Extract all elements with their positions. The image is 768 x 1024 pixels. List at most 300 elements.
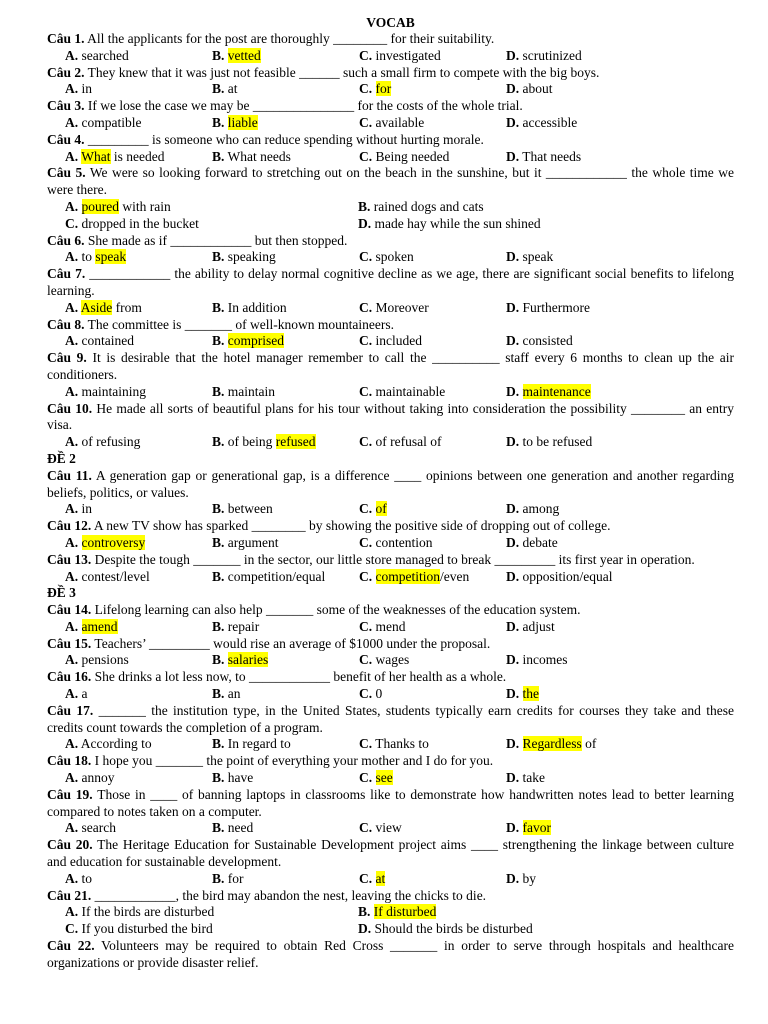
highlighted-answer: Aside	[80, 299, 113, 315]
answer-option[interactable]	[358, 199, 669, 216]
answer-option[interactable]	[212, 81, 359, 98]
option-text: debate	[522, 534, 558, 550]
answer-option[interactable]	[47, 921, 358, 938]
option-letter: B.	[212, 434, 225, 450]
option-letter: D.	[506, 383, 520, 399]
option-text: compatible	[81, 114, 142, 130]
option-text: in	[81, 81, 93, 97]
answer-option[interactable]	[47, 736, 212, 753]
highlighted-answer: the	[522, 686, 539, 702]
option-letter: B.	[212, 383, 225, 399]
answer-option[interactable]	[359, 434, 506, 451]
answer-option[interactable]	[47, 569, 212, 586]
question-stem	[47, 165, 734, 199]
option-text-suffix: /even	[440, 568, 470, 584]
highlighted-answer: What	[81, 148, 111, 164]
answer-option[interactable]	[359, 300, 506, 317]
option-letter: C.	[359, 618, 373, 634]
option-text: That needs	[522, 148, 582, 164]
option-text: accessible	[522, 114, 578, 130]
answer-option[interactable]	[47, 149, 212, 166]
option-letter: B.	[212, 870, 225, 886]
question-number: Câu 15.	[47, 635, 92, 651]
question-number: Câu 8.	[47, 316, 85, 332]
question-stem	[47, 317, 734, 334]
option-text: at	[227, 81, 238, 97]
question-text: I hope you _______ the point of everything your mother and I do for you.	[91, 753, 494, 769]
highlighted-answer: refused	[275, 434, 316, 450]
answer-option[interactable]	[358, 904, 669, 921]
question-number: Câu 17.	[47, 702, 94, 718]
answer-option[interactable]	[47, 115, 212, 132]
answer-option[interactable]	[506, 501, 653, 518]
answer-option[interactable]	[212, 501, 359, 518]
option-letter: D.	[506, 434, 520, 450]
option-letter: C.	[359, 870, 373, 886]
option-text: competition/equal	[227, 568, 326, 584]
option-letter: D.	[506, 870, 520, 886]
option-letter: C.	[359, 820, 373, 836]
answer-option[interactable]	[47, 216, 358, 233]
question-text: All the applicants for the post are thoroughly ________ for their suitability.	[84, 31, 495, 46]
question-text: _________ is someone who can reduce spending without hurting morale.	[84, 131, 484, 147]
question-number: Câu 1.	[47, 31, 85, 46]
section-heading: ĐỀ 3	[47, 585, 76, 601]
option-letter: B.	[212, 534, 225, 550]
answer-option[interactable]	[212, 569, 359, 586]
answer-option[interactable]	[47, 249, 212, 266]
highlighted-answer: favor	[522, 820, 551, 836]
question-stem	[47, 938, 734, 972]
answer-option[interactable]	[47, 871, 212, 888]
section-heading: ĐỀ 2	[47, 450, 76, 466]
option-text-suffix: of	[581, 736, 597, 752]
option-letter: D.	[358, 215, 372, 231]
question-text: It is desirable that the hotel manager remember to call the __________ staff every 6 months to clean up the air conditioners.	[47, 350, 734, 382]
options-row	[47, 81, 734, 98]
option-letter: D.	[506, 568, 520, 584]
option-text: need	[227, 820, 254, 836]
option-letter: C.	[359, 434, 373, 450]
option-text: If the birds are disturbed	[81, 904, 215, 920]
answer-option[interactable]	[506, 652, 653, 669]
options-row	[47, 736, 734, 753]
option-letter: A.	[65, 904, 79, 920]
option-text-suffix: from	[112, 299, 142, 315]
question-text: They knew that it was just not feasible ______ such a small firm to compete with the big boys.	[84, 64, 600, 80]
question-number: Câu 11.	[47, 467, 92, 483]
question-stem	[47, 401, 734, 435]
question-stem	[47, 31, 734, 48]
option-letter: D.	[506, 534, 520, 550]
option-text: Being needed	[375, 148, 450, 164]
options-row	[47, 48, 734, 65]
option-letter: D.	[506, 501, 520, 517]
question-stem	[47, 65, 734, 82]
question-stem	[47, 636, 734, 653]
question-text: She made as if ____________ but then stopped.	[84, 232, 348, 248]
answer-option[interactable]	[212, 149, 359, 166]
option-letter: D.	[506, 652, 520, 668]
answer-option[interactable]	[47, 384, 212, 401]
option-letter: D.	[506, 47, 520, 63]
option-text: speaking	[227, 249, 276, 265]
option-letter: A.	[65, 383, 79, 399]
options-row	[47, 770, 734, 787]
option-letter: C.	[359, 383, 373, 399]
answer-option[interactable]	[47, 333, 212, 350]
option-letter: A.	[65, 770, 79, 786]
answer-option[interactable]	[506, 736, 653, 753]
option-letter: B.	[212, 618, 225, 634]
answer-option[interactable]	[506, 535, 653, 552]
highlighted-answer: vetted	[227, 47, 261, 63]
highlighted-answer: salaries	[227, 652, 269, 668]
answer-option[interactable]	[506, 686, 653, 703]
option-text: take	[522, 770, 545, 786]
question-number: Câu 10.	[47, 400, 93, 416]
option-letter: C.	[359, 652, 373, 668]
option-text: 0	[375, 686, 383, 702]
answer-option[interactable]	[359, 652, 506, 669]
option-text: Should the birds be disturbed	[374, 921, 533, 937]
answer-option[interactable]	[47, 501, 212, 518]
answer-option[interactable]	[359, 333, 506, 350]
question-list	[47, 31, 734, 972]
answer-option[interactable]	[212, 333, 359, 350]
option-letter: C.	[359, 47, 373, 63]
answer-option[interactable]	[506, 300, 653, 317]
options-row	[47, 333, 734, 350]
option-text: to	[81, 249, 96, 265]
question-stem	[47, 518, 734, 535]
answer-option[interactable]	[358, 921, 669, 938]
highlighted-answer: at	[375, 870, 386, 886]
answer-option[interactable]	[506, 619, 653, 636]
option-letter: D.	[506, 820, 520, 836]
option-letter: D.	[506, 333, 520, 349]
options-row	[47, 199, 734, 216]
answer-option[interactable]	[212, 48, 359, 65]
question-number: Câu 21.	[47, 887, 92, 903]
highlighted-answer: poured	[81, 198, 119, 214]
option-text: Moreover	[375, 299, 429, 315]
option-text: contention	[375, 534, 433, 550]
option-text-suffix: is needed	[110, 148, 165, 164]
answer-option[interactable]	[47, 820, 212, 837]
answer-option[interactable]	[47, 652, 212, 669]
option-letter: B.	[358, 198, 371, 214]
option-text: maintaining	[81, 383, 146, 399]
option-text: maintain	[227, 383, 276, 399]
option-letter: B.	[212, 299, 225, 315]
question-number: Câu 20.	[47, 837, 93, 853]
answer-option[interactable]	[359, 384, 506, 401]
option-letter: A.	[65, 501, 79, 517]
option-text: of refusing	[81, 434, 141, 450]
highlighted-answer: controversy	[81, 534, 146, 550]
option-letter: B.	[212, 501, 225, 517]
option-text: made hay while the sun shined	[374, 215, 541, 231]
option-letter: B.	[212, 770, 225, 786]
answer-option[interactable]	[359, 770, 506, 787]
option-letter: B.	[212, 249, 225, 265]
option-letter: C.	[359, 333, 373, 349]
question-text: Those in ____ of banning laptops in classrooms like to demonstrate how handwritten notes lead to better learning compared to notes taken on a computer.	[47, 786, 735, 819]
question-number: Câu 2.	[47, 64, 85, 80]
option-letter: D.	[506, 686, 520, 702]
option-text: scrutinized	[522, 47, 582, 63]
option-text: rained dogs and cats	[373, 198, 484, 214]
option-letter: C.	[359, 148, 373, 164]
question-text: Despite the tough _______ in the sector, our little store managed to break _________ its first year in operation.	[91, 551, 695, 567]
option-letter: C.	[65, 215, 79, 231]
option-text: opposition/equal	[522, 568, 613, 584]
option-text: In regard to	[227, 736, 291, 752]
options-row	[47, 216, 734, 233]
option-letter: C.	[359, 81, 373, 97]
answer-option[interactable]	[506, 48, 653, 65]
option-text: for	[227, 870, 244, 886]
question-text: ____________ the ability to delay normal cognitive decline as we age, there are significant social benefits to lifelong learning.	[47, 266, 734, 298]
answer-option[interactable]	[359, 736, 506, 753]
question-text: If we lose the case we may be _______________ for the costs of the whole trial.	[84, 98, 523, 114]
answer-option[interactable]	[47, 535, 212, 552]
answer-option[interactable]	[359, 686, 506, 703]
option-text: repair	[227, 618, 260, 634]
option-text: spoken	[375, 249, 414, 265]
option-letter: A.	[65, 81, 79, 97]
option-text: contained	[81, 333, 134, 349]
option-text: have	[227, 770, 254, 786]
answer-option[interactable]	[506, 434, 653, 451]
option-letter: B.	[212, 47, 225, 63]
option-letter: D.	[506, 249, 520, 265]
question-text: The committee is _______ of well-known mountaineers.	[84, 316, 394, 332]
highlighted-answer: liable	[227, 114, 258, 130]
answer-option[interactable]	[506, 249, 653, 266]
option-letter: C.	[359, 249, 373, 265]
option-text: speak	[522, 249, 554, 265]
answer-option[interactable]	[212, 384, 359, 401]
options-row	[47, 820, 734, 837]
option-letter: B.	[212, 81, 225, 97]
answer-option[interactable]	[212, 249, 359, 266]
option-letter: A.	[65, 820, 79, 836]
answer-option[interactable]	[359, 81, 506, 98]
answer-option[interactable]	[359, 501, 506, 518]
options-row	[47, 921, 734, 938]
answer-option[interactable]	[506, 384, 653, 401]
question-number: Câu 16.	[47, 669, 92, 685]
option-text: between	[227, 501, 273, 517]
option-letter: D.	[358, 921, 372, 937]
question-number: Câu 9.	[47, 350, 87, 366]
answer-option[interactable]	[506, 81, 653, 98]
option-letter: C.	[359, 770, 373, 786]
option-text: dropped in the bucket	[81, 215, 199, 231]
highlighted-answer: speak	[95, 249, 127, 265]
answer-option[interactable]	[47, 300, 212, 317]
answer-option[interactable]	[47, 434, 212, 451]
option-text: by	[522, 870, 536, 886]
option-letter: B.	[212, 686, 225, 702]
option-text: consisted	[522, 333, 573, 349]
question-text: Teachers’ _________ would rise an average of $1000 under the proposal.	[91, 635, 491, 651]
question-number: Câu 5.	[47, 165, 86, 181]
option-text: Furthermore	[522, 299, 590, 315]
options-row	[47, 115, 734, 132]
answer-option[interactable]	[506, 149, 653, 166]
option-text: among	[522, 501, 560, 517]
option-text: to	[81, 870, 93, 886]
option-text: adjust	[522, 618, 555, 634]
option-text: incomes	[522, 652, 568, 668]
option-letter: A.	[65, 736, 79, 752]
question-stem	[47, 350, 734, 384]
option-text: annoy	[81, 770, 115, 786]
answer-option[interactable]	[359, 535, 506, 552]
question-stem	[47, 753, 734, 770]
answer-option[interactable]	[212, 434, 359, 451]
answer-option[interactable]	[359, 115, 506, 132]
question-text: The Heritage Education for Sustainable Development project aims ____ strengthening the linkage between culture and education for sustainable development.	[47, 837, 734, 870]
question-stem	[47, 837, 734, 871]
option-text: Thanks to	[375, 736, 429, 752]
answer-option[interactable]	[506, 871, 653, 888]
answer-option[interactable]	[212, 619, 359, 636]
highlighted-answer: see	[375, 770, 393, 786]
question-stem	[47, 552, 734, 569]
options-row	[47, 871, 734, 888]
options-row	[47, 249, 734, 266]
answer-option[interactable]	[212, 535, 359, 552]
answer-option[interactable]	[359, 149, 506, 166]
answer-option[interactable]	[212, 300, 359, 317]
question-text: Lifelong learning can also help _______ some of the weaknesses of the education system.	[91, 602, 581, 618]
option-letter: A.	[65, 652, 79, 668]
option-letter: A.	[65, 114, 79, 130]
answer-option[interactable]	[212, 871, 359, 888]
option-text: available	[375, 114, 425, 130]
answer-option[interactable]	[359, 871, 506, 888]
option-text: of refusal of	[375, 434, 442, 450]
options-row	[47, 904, 734, 921]
question-number: Câu 4.	[47, 131, 85, 147]
option-letter: B.	[358, 904, 371, 920]
answer-option[interactable]	[359, 569, 506, 586]
answer-option[interactable]	[212, 652, 359, 669]
option-letter: C.	[359, 736, 373, 752]
question-number: Câu 18.	[47, 753, 92, 769]
answer-option[interactable]	[212, 115, 359, 132]
answer-option[interactable]	[359, 619, 506, 636]
option-text: maintainable	[375, 383, 446, 399]
option-letter: A.	[65, 618, 79, 634]
answer-option[interactable]	[359, 820, 506, 837]
answer-option[interactable]	[506, 820, 653, 837]
option-letter: C.	[65, 921, 79, 937]
answer-option[interactable]	[212, 736, 359, 753]
option-letter: B.	[212, 652, 225, 668]
option-text: searched	[81, 47, 129, 63]
option-text: investigated	[375, 47, 441, 63]
options-row	[47, 501, 734, 518]
answer-option[interactable]	[47, 81, 212, 98]
highlighted-answer: Regardless	[522, 736, 582, 752]
question-number: Câu 6.	[47, 232, 85, 248]
answer-option[interactable]	[212, 770, 359, 787]
option-text: If you disturbed the bird	[81, 921, 213, 937]
question-stem	[47, 233, 734, 250]
options-row	[47, 535, 734, 552]
answer-option[interactable]	[212, 820, 359, 837]
question-number: Câu 3.	[47, 98, 85, 114]
option-letter: A.	[65, 333, 79, 349]
question-text: ____________, the bird may abandon the nest, leaving the chicks to die.	[91, 887, 487, 903]
answer-option[interactable]	[47, 48, 212, 65]
question-stem	[47, 888, 734, 905]
option-letter: A.	[65, 434, 79, 450]
option-letter: A.	[65, 198, 79, 214]
answer-option[interactable]	[506, 333, 653, 350]
answer-option[interactable]	[358, 216, 669, 233]
answer-option[interactable]	[359, 249, 506, 266]
option-text: a	[81, 686, 88, 702]
answer-option[interactable]	[47, 619, 212, 636]
question-stem	[47, 132, 734, 149]
option-letter: C.	[359, 299, 373, 315]
option-letter: A.	[65, 686, 79, 702]
question-text: She drinks a lot less now, to ____________ benefit of her health as a whole.	[91, 669, 507, 685]
question-number: Câu 13.	[47, 551, 92, 567]
question-stem	[47, 669, 734, 686]
option-letter: D.	[506, 299, 520, 315]
answer-option[interactable]	[212, 686, 359, 703]
option-letter: C.	[359, 501, 373, 517]
option-text-suffix: with rain	[119, 198, 171, 214]
answer-option[interactable]	[506, 770, 653, 787]
document-page	[47, 14, 734, 972]
answer-option[interactable]	[47, 686, 212, 703]
question-stem	[47, 602, 734, 619]
option-letter: C.	[359, 568, 373, 584]
answer-option[interactable]	[359, 48, 506, 65]
answer-option[interactable]	[506, 115, 653, 132]
highlighted-answer: for	[375, 81, 392, 97]
option-letter: D.	[506, 736, 520, 752]
answer-option[interactable]	[47, 770, 212, 787]
option-letter: D.	[506, 148, 520, 164]
highlighted-answer: of	[375, 501, 387, 517]
option-text: in	[81, 501, 93, 517]
option-letter: D.	[506, 114, 520, 130]
option-text: mend	[375, 618, 406, 634]
answer-option[interactable]	[506, 569, 653, 586]
question-text: A generation gap or generational gap, is a difference ____ opinions between one generation and another regarding beliefs, politics, or values.	[47, 467, 734, 500]
question-stem	[47, 266, 734, 300]
answer-option[interactable]	[47, 904, 358, 921]
highlighted-answer: comprised	[227, 333, 285, 349]
option-text: argument	[227, 534, 279, 550]
option-text: included	[375, 333, 422, 349]
question-number: Câu 19.	[47, 786, 93, 802]
option-text: an	[227, 686, 241, 702]
question-text: A new TV show has sparked ________ by showing the positive side of dropping out of college.	[91, 518, 611, 534]
answer-option[interactable]	[47, 199, 358, 216]
options-row	[47, 652, 734, 669]
question-text: We were so looking forward to stretching out on the beach in the sunshine, but it ____________ the whole time we were there.	[47, 165, 735, 198]
